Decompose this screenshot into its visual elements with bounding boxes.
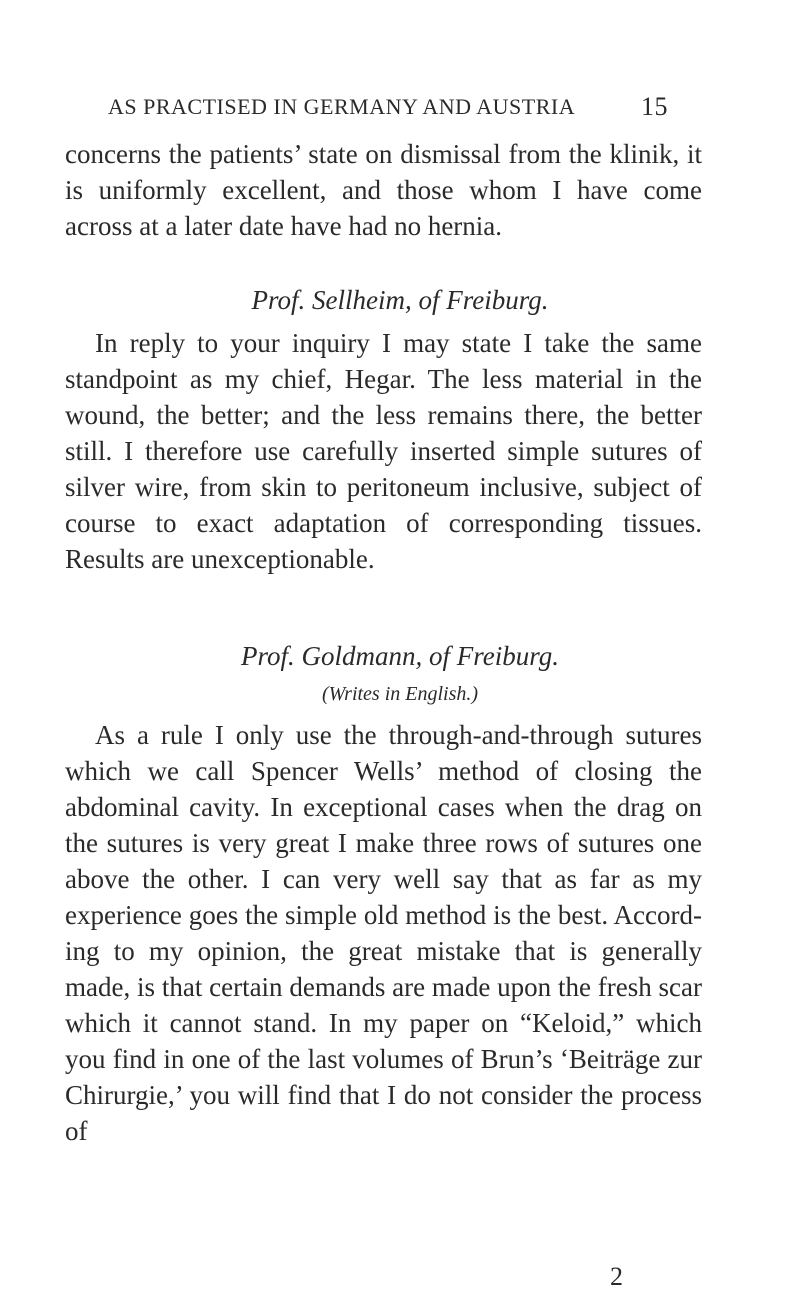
page-number: 15 bbox=[641, 92, 668, 121]
section-note-goldmann: (Writes in English.) bbox=[321, 683, 479, 705]
signature-mark: 2 bbox=[610, 1262, 623, 1291]
running-head-title: AS PRACTISED IN GERMANY AND AUSTRIA bbox=[108, 94, 576, 119]
paragraph-continuation: concerns the patients’ state on dismissal from the klinik, it is uniformly excellent, and those whom I have come across at a later date have had no hernia. bbox=[65, 139, 702, 241]
paragraph-sellheim: In reply to your inquiry I may state I take the same standpoint as my chief, Hegar. The less material in the wound, the better; and the less remains there, the better still. I therefore use carefully inserted simple sutures of silver wire, from skin to peritoneum inclusive, subject of course to exact adaptation of corresponding tissues. Results are unexceptionable. bbox=[65, 328, 702, 574]
running-head bbox=[108, 94, 668, 124]
section-heading-goldmann: Prof. Goldmann, of Freiburg. bbox=[241, 641, 559, 671]
paragraph-goldmann: As a rule I only use the through-and-through sutures which we call Spencer Wells’ method of closing the abdominal cavity. In exceptional cases when the drag on the sutures is very great I make three rows of sutures one above the other. I can very well say that as far as my experience goes the simple old method is the best. According to my opinion, the great mistake that is generally made, is that certain demands are made upon the fresh scar which it cannot stand. In my paper on “Keloid,” which you find in one of the last volumes of Brun’s ‘Beiträge zur Chirurgie,’ you will find that I do not consider the process of bbox=[65, 720, 702, 1146]
section-heading-sellheim: Prof. Sellheim, of Freiburg. bbox=[251, 285, 549, 315]
